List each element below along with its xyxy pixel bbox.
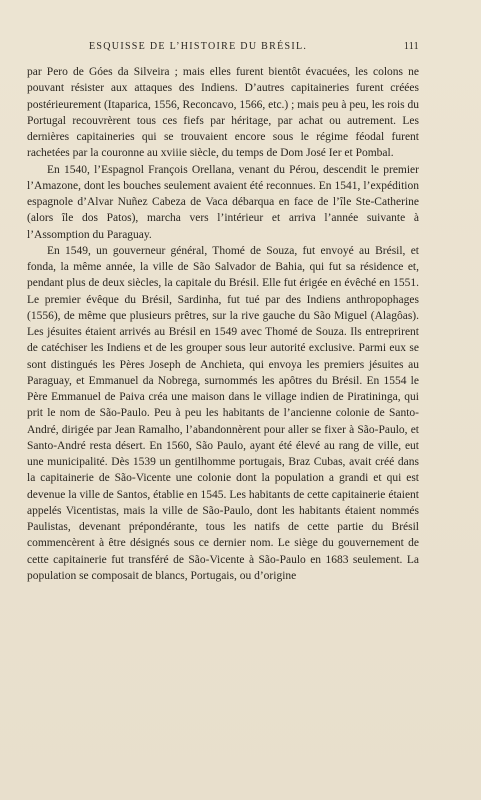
running-title: ESQUISSE DE L’HISTOIRE DU BRÉSIL. xyxy=(89,41,308,52)
paragraph: par Pero de Góes da Silveira ; mais elles furent bientôt évacuées, les colons ne pouvant résister aux attaques des Indiens. D’autres capitaineries furent créées postérieurement (Itaparica, 1556, Reconcavo, 1566, etc.) ; mais peu à peu, les rois du Portugal recouvrèrent tous ces fiefs par héritage, par achat ou autrement. Les dernières capitaineries qui se trouvaient encore sous le régime féodal furent rachetées par la couronne au xviiie siècle, du temps de Dom José Ier et Pombal. xyxy=(27,66,419,160)
paragraph: En 1549, un gouverneur général, Thomé de Souza, fut envoyé au Brésil, et fonda, la même année, la ville de São Salvador de Bahia, qui fut sa résidence et, pendant plus de deux siècles, la capitale du Brésil. Elle fut érigée en évêché en 1551. Le premier évêque du Brésil, Sardinha, fut tué par des Indiens anthropophages (1556), de même que plusieurs prêtres, sur la rive gauche du São Miguel (Alagôas). Les jésuites étaient arrivés au Brésil en 1549 avec Thomé de Souza. Ils entreprirent de catéchiser les Indiens et de les grouper sous leur autorité exclusive. Parmi eux se sont distingués les Pères Joseph de Anchieta, qui envoya les premiers jésuites au Paraguay, et Emmanuel da Nobrega, surnommés les apôtres du Brésil. En 1554 le Père Emmanuel de Paiva créa une maison dans le village indien de Piratininga, qui prit le nom de São-Paulo. Peu à peu les habitants de l’ancienne colonie de Santo-André, dirigée par Jean Ramalho, l’abandonnèrent pour aller se fixer à São-Paulo, et Santo-André resta désert. En 1560, São Paulo, ayant été élevé au rang de ville, eut une municipalité. Dès 1539 un gentilhomme portugais, Braz Cubas, avait créé dans la capitainerie de São-Vicente une colonie dont la population a grandi et qui est devenue la ville de Santos, établie en 1545. Les habitants de cette capitainerie étaient appelés Vicentistas, mais la ville de São-Paulo, dont les habitants étaient nommés Paulistas, devenant prépondérante, tous les natifs de cette partie du Brésil commencèrent à être désignés sous ce dernier nom. Le siège du gouvernement de cette capitainerie fut transféré de São-Vicente à São-Paulo en 1683 seulement. La population se composait de blancs, Portugais, ou d’origine xyxy=(27,244,419,582)
page-number: 111 xyxy=(403,41,419,52)
running-header xyxy=(27,41,419,57)
body-text xyxy=(27,64,419,584)
paragraph: En 1540, l’Espagnol François Orellana, venant du Pérou, descendit le premier l’Amazone, dont les bouches seulement avaient été reconnues. En 1541, l’expédition espagnole d’Alvar Nuñez Cabeza de Vaca débarqua en face de l’île Ste-Catherine (alors île dos Patos), marcha vers l’intérieur et arriva l’année suivante à l’Assomption du Paraguay. xyxy=(27,163,419,241)
